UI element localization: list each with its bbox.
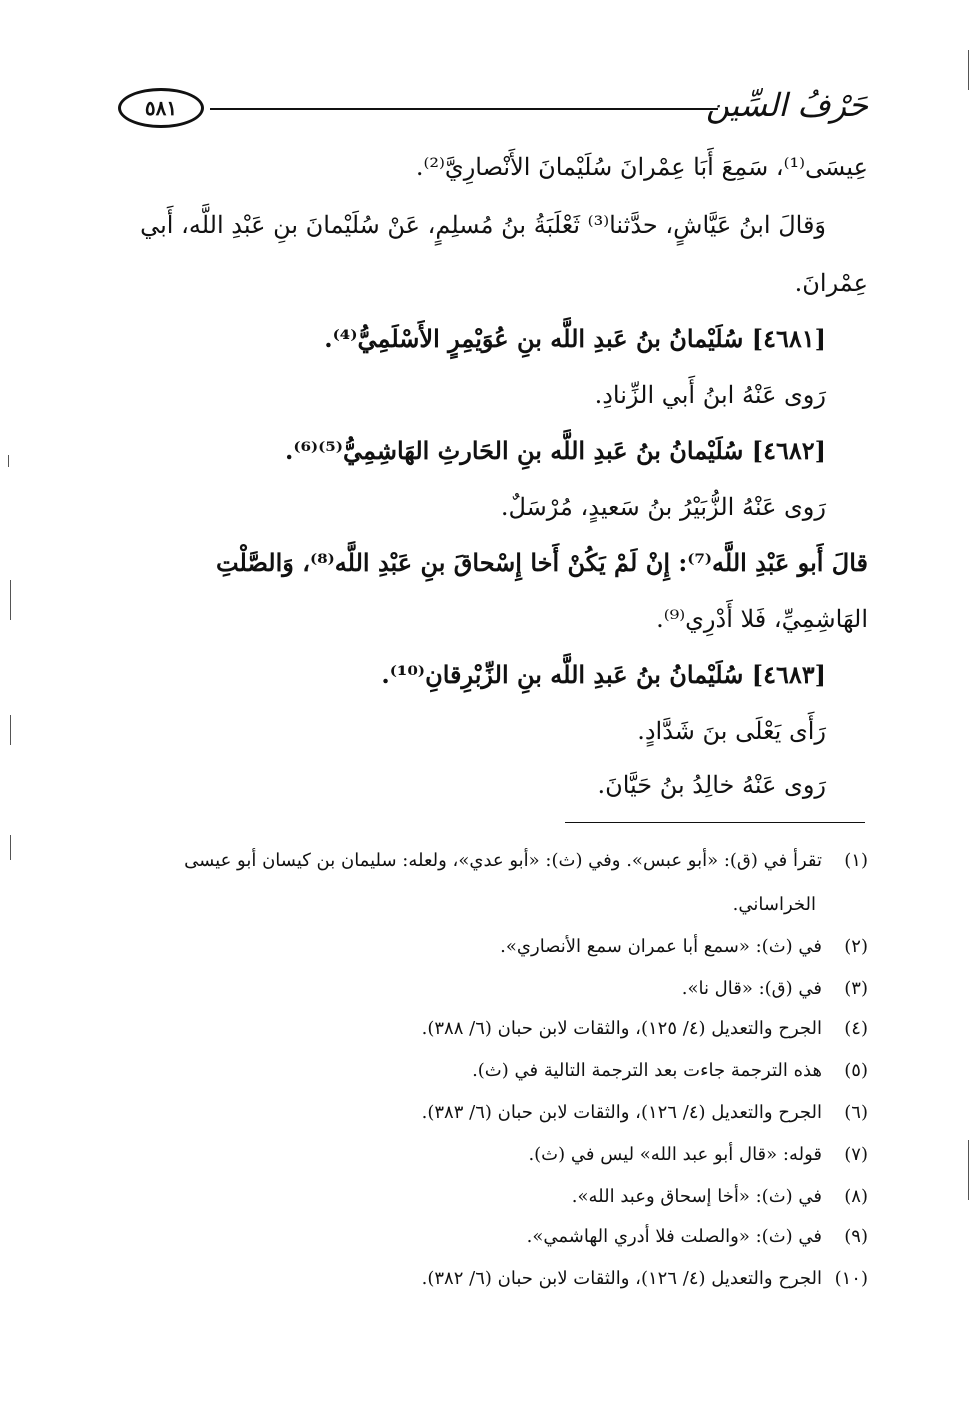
footnote-number: (٨) xyxy=(844,1186,868,1207)
footnote-text: الجرح والتعديل (٤/ ١٢٥)، والثقات لابن حبان (٦/ ٣٨٨). xyxy=(421,1018,822,1039)
footnote-number: (٦) xyxy=(844,1102,868,1123)
page-number-badge: ٥٨١ xyxy=(118,88,204,128)
footnote xyxy=(116,932,868,962)
footnote-text: هذه الترجمة جاءت بعد الترجمة التالية في (ث). xyxy=(472,1060,822,1081)
footnote-number: (٣) xyxy=(844,978,868,999)
header-rule xyxy=(210,108,718,110)
scan-edge-mark xyxy=(8,455,9,467)
scan-edge-mark xyxy=(10,835,11,860)
text-line: عِيسَى⁽¹⁾، سَمِعَ أَبَا عِمْرانَ سُلَيْمانَ الأَنْصارِيَّ⁽²⁾. xyxy=(415,153,868,181)
scan-edge-mark xyxy=(10,580,11,620)
footnote-text: قوله: «قال أبو عبد الله» ليس في (ث). xyxy=(528,1144,822,1165)
footnote xyxy=(116,1098,868,1128)
entry-heading: [٤٦٨١] سُلَيْمانُ بنُ عَبدِ اللَّه بنِ عُوَيْمِرٍ الأَسْلَمِيُّ⁽⁴⁾. xyxy=(324,324,826,353)
page-header xyxy=(118,82,868,142)
footnote xyxy=(116,974,868,1004)
text-line: رَوى عَنْهُ ابنُ أَبي الزِّنادِ. xyxy=(594,381,826,409)
footnote xyxy=(116,1140,868,1170)
footnote-text: في (ق): «قال نا». xyxy=(681,978,822,999)
footnote-number: (٧) xyxy=(844,1144,868,1165)
footnote-number: (٤) xyxy=(844,1018,868,1039)
footnote-text: في (ث): «سمع أبا عمران سمع الأنصاري». xyxy=(500,936,822,957)
text-line: رَأَى يَعْلَى بنَ شَدَّادٍ. xyxy=(637,717,826,745)
footnote-text: تقرأ في (ق): «أبو عبس». وفي (ث): «أبو عدي»، ولعله: سليمان بن كيسان أبو عيسى xyxy=(184,850,822,871)
footnote-number: (١) xyxy=(844,850,868,871)
footnote-separator xyxy=(565,822,865,823)
scan-edge-mark xyxy=(10,715,11,745)
footnote-text: الخراساني. xyxy=(732,894,816,915)
text-line: رَوى عَنْهُ الزُّبَيْرُ بنُ سَعيدٍ، مُرْسَلٌ. xyxy=(500,493,826,521)
footnote-number: (١٠) xyxy=(834,1268,868,1289)
scan-edge-mark xyxy=(968,50,969,90)
footnote xyxy=(116,1182,868,1212)
chapter-title: حَرْفُ السِّين xyxy=(706,86,868,124)
text-line: قالَ أَبو عَبْدِ اللَّه⁽⁷⁾: إِنْ لَمْ يَكُنْ أَخا إِسْحاقَ بنِ عَبْدِ اللَّه⁽⁸⁾، وَالصَّلْتِ xyxy=(215,548,868,577)
footnote-text: في (ث): «والصلت فلا أدري الهاشمي». xyxy=(526,1226,822,1247)
text-line: وَقالَ ابنُ عَيَّاشٍ، حدَّثنا⁽³⁾ ثَعْلَبَةُ بنُ مُسلِمٍ، عَنْ سُلَيْمانَ بنِ عَبْدِ اللَّه، أَبي xyxy=(140,211,826,239)
entry-heading: [٤٦٨٣] سُلَيْمانُ بنُ عَبدِ اللَّه بنِ الزِّبْرِقانِ⁽¹⁰⁾. xyxy=(381,660,826,689)
footnote-number: (٩) xyxy=(844,1226,868,1247)
footnote-text: في (ث): «أخا إسحاق وعبد الله». xyxy=(571,1186,822,1207)
text-line: رَوى عَنْهُ خالِدُ بنُ حَيَّانَ. xyxy=(597,771,826,799)
text-line: عِمْرانَ. xyxy=(794,269,868,297)
footnote-continuation xyxy=(116,890,868,920)
footnote-number: (٢) xyxy=(844,936,868,957)
footnote-text: الجرح والتعديل (٤/ ١٢٦)، والثقات لابن حبان (٦/ ٣٨٣). xyxy=(421,1102,822,1123)
footnote xyxy=(116,1222,868,1252)
entry-heading: [٤٦٨٢] سُلَيْمانُ بنُ عَبدِ اللَّه بنِ الحَارثِ الهَاشِمِيُّ⁽⁵⁾⁽⁶⁾. xyxy=(284,436,826,465)
scan-edge-mark xyxy=(968,1140,969,1200)
footnote xyxy=(116,846,868,876)
footnote-number: (٥) xyxy=(844,1060,868,1081)
footnote xyxy=(116,1264,868,1294)
footnote-text: الجرح والتعديل (٤/ ١٢٦)، والثقات لابن حبان (٦/ ٣٨٢). xyxy=(421,1268,822,1289)
footnote xyxy=(116,1014,868,1044)
text-line: الهَاشِمِيِّ، فَلا أَدْرِي⁽⁹⁾. xyxy=(656,605,868,633)
footnote xyxy=(116,1056,868,1086)
